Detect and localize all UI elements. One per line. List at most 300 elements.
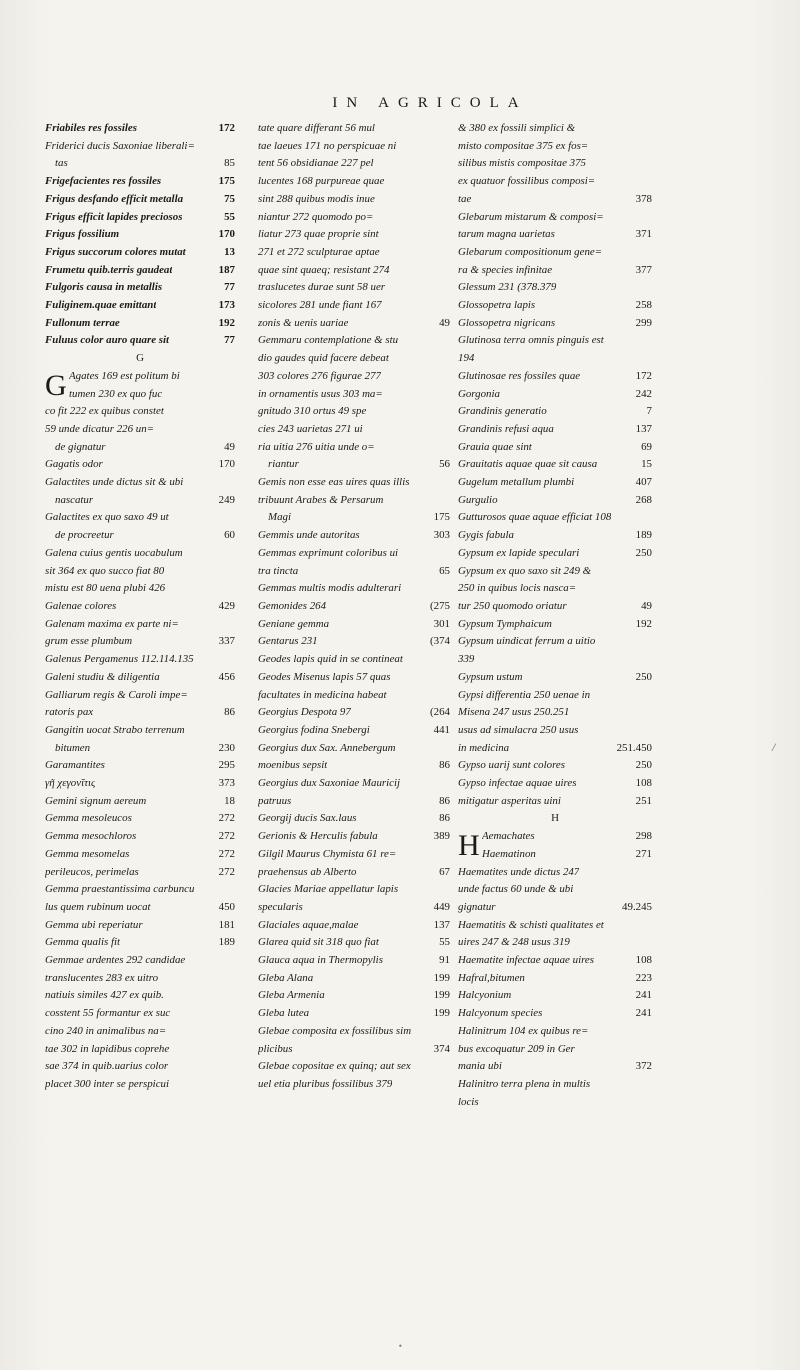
entry-text: Gypsum ex quo saxo sit 249 &	[458, 564, 592, 577]
entry-text: grum esse plumbum	[45, 635, 133, 648]
entry-page-number: 7	[646, 405, 652, 418]
index-entry	[45, 881, 235, 899]
index-entry	[458, 350, 652, 368]
index-entry	[258, 120, 450, 138]
entry-text: ria uitia 276 uitia unde o=	[258, 440, 375, 453]
entry-page-number: 49	[641, 599, 652, 612]
index-entry	[45, 386, 235, 404]
index-entry	[258, 226, 450, 244]
entry-text: in ornamentis usus 303 ma=	[258, 387, 383, 400]
index-entry	[258, 315, 450, 333]
entry-text: placet 300 inter se perspicui	[45, 1077, 170, 1090]
entry-page-number	[446, 191, 450, 209]
index-entry	[258, 403, 450, 421]
index-entry	[458, 917, 652, 935]
entry-text: Glarea quid sit 318 quo fiat	[258, 936, 379, 949]
entry-text: ra & species infinitae	[458, 263, 553, 276]
index-entry	[458, 952, 652, 970]
entry-text: Halinitro terra plena in multis	[458, 1077, 591, 1090]
entry-page-number	[648, 350, 652, 368]
entry-page-number: 85	[224, 157, 235, 170]
entry-page-number	[231, 421, 235, 439]
entry-text: Glossopetra lapis	[458, 299, 536, 312]
index-entry	[258, 917, 450, 935]
entry-page-number: 172	[218, 122, 235, 134]
index-entry	[258, 616, 450, 634]
entry-text: tur 250 quomodo oriatur	[458, 599, 567, 612]
entry-page-number	[231, 1041, 235, 1059]
index-entry	[258, 350, 450, 368]
entry-page-number	[446, 120, 450, 138]
entry-page-number	[648, 509, 652, 527]
index-entry	[45, 262, 235, 280]
index-entry	[258, 332, 450, 350]
index-entry	[458, 173, 652, 191]
entry-page-number	[231, 651, 235, 669]
entry-page-number: 49.245	[622, 900, 652, 913]
index-entry	[258, 1041, 450, 1059]
entry-text: Gemini signum aereum	[45, 794, 147, 807]
entry-page-number: 86	[439, 794, 450, 807]
entry-page-number	[648, 563, 652, 581]
index-entry	[45, 492, 235, 510]
entry-page-number	[231, 368, 235, 386]
entry-page-number	[231, 386, 235, 404]
entry-page-number: 241	[635, 989, 652, 1002]
index-entry	[258, 580, 450, 598]
index-entry	[258, 191, 450, 209]
index-entry	[258, 1005, 450, 1023]
entry-page-number	[231, 952, 235, 970]
entry-text: Galenus Pergamenus 112.114.135	[45, 653, 194, 666]
entry-page-number	[446, 545, 450, 563]
entry-text: Grauitatis aquae quae sit causa	[458, 458, 598, 471]
entry-text: Gutturosos quae aquae efficiat 108	[458, 511, 612, 524]
entry-page-number	[231, 580, 235, 598]
index-entry	[45, 793, 235, 811]
index-entry	[458, 456, 652, 474]
index-entry	[45, 173, 235, 191]
entry-page-number	[446, 138, 450, 156]
entry-text: Gangitin uocat Strabo terrenum	[45, 723, 185, 736]
entry-text: Gypsum uindicat ferrum a uitio	[458, 635, 596, 648]
entry-page-number	[231, 616, 235, 634]
entry-page-number	[446, 226, 450, 244]
entry-text: Glutinosae res fossiles quae	[458, 369, 581, 382]
entry-text: Glebarum mistarum & composi=	[458, 210, 604, 223]
index-entry	[458, 616, 652, 634]
dropcap-h: H	[458, 829, 480, 863]
entry-page-number	[231, 987, 235, 1005]
entry-text: Gypsi differentia 250 uenae in	[458, 688, 591, 701]
entry-page-number	[648, 651, 652, 669]
entry-text: Glebarum compositionum gene=	[458, 245, 603, 258]
entry-text: Agates 169 est politum bi	[69, 369, 180, 382]
entry-page-number: 175	[433, 511, 450, 524]
index-entry	[45, 332, 235, 350]
index-entry	[458, 1005, 652, 1023]
entry-text: 303 colores 276 figurae 277	[258, 369, 382, 382]
entry-page-number: 181	[218, 918, 235, 931]
entry-text: Gugelum metallum plumbi	[458, 476, 575, 489]
index-entry	[258, 633, 450, 651]
entry-page-number	[446, 669, 450, 687]
entry-text: Gemma ubi reperiatur	[45, 918, 143, 931]
index-entry	[258, 386, 450, 404]
entry-page-number: 272	[218, 830, 235, 843]
entry-text: traslucetes durae sunt 58 uer	[258, 281, 386, 294]
entry-text: Gilgil Maurus Chymista 61 re=	[258, 847, 397, 860]
index-entry	[258, 704, 450, 722]
entry-text: Glebae composita ex fossilibus sim	[258, 1024, 412, 1037]
entry-page-number: 86	[439, 759, 450, 772]
index-entry	[258, 651, 450, 669]
entry-page-number: 242	[635, 387, 652, 400]
index-entry	[45, 810, 235, 828]
index-entry	[458, 722, 652, 740]
entry-page-number	[231, 970, 235, 988]
index-entry	[45, 120, 235, 138]
index-entry	[258, 509, 450, 527]
entry-page-number: 337	[218, 635, 235, 648]
entry-page-number	[231, 403, 235, 421]
index-entry	[258, 545, 450, 563]
entry-text: Galenae colores	[45, 599, 117, 612]
entry-page-number: 407	[635, 476, 652, 489]
entry-text: tas	[55, 157, 68, 170]
entry-page-number: 13	[224, 245, 235, 258]
entry-text: mistu est 80 uena plubi 426	[45, 582, 166, 595]
entry-page-number	[446, 740, 450, 758]
index-entry	[45, 456, 235, 474]
entry-text: zonis & uenis uariae	[258, 316, 349, 329]
entry-text: translucentes 283 ex uitro	[45, 971, 159, 984]
entry-page-number: 199	[433, 1007, 450, 1020]
index-entry	[458, 704, 652, 722]
entry-page-number	[648, 332, 652, 350]
entry-page-number: 268	[635, 493, 652, 506]
entries-f	[45, 120, 235, 350]
index-entry	[458, 439, 652, 457]
entry-page-number: 86	[439, 812, 450, 825]
entry-text: misto compositae 375 ex fos=	[458, 139, 589, 152]
index-entry	[45, 368, 235, 386]
entry-text: Gleba Alana	[258, 971, 314, 984]
index-entry	[45, 775, 235, 793]
index-entry	[458, 492, 652, 510]
entry-text: Misena 247 usus 250.251	[458, 706, 570, 719]
index-entry	[458, 775, 652, 793]
entry-page-number: 272	[218, 865, 235, 878]
entry-text: Geodes lapis quid in se contineat	[258, 653, 403, 666]
entry-text: Gemmis unde autoritas	[258, 529, 360, 542]
entry-page-number	[648, 864, 652, 882]
entry-text: Magi	[268, 511, 291, 524]
index-entry	[458, 934, 652, 952]
index-entry	[45, 1023, 235, 1041]
entry-page-number	[446, 651, 450, 669]
index-entry	[458, 687, 652, 705]
entry-page-number: 271	[635, 847, 652, 860]
entry-text: Glacies Mariae appellatur lapis	[258, 883, 399, 896]
entry-text: Galactites ex quo saxo 49 ut	[45, 511, 169, 524]
entry-page-number: 77	[224, 334, 235, 347]
index-entry	[258, 828, 450, 846]
entry-text: Georgij ducis Sax.laus	[258, 812, 357, 825]
entry-text: Gemonides 264	[258, 599, 327, 612]
entry-page-number	[446, 403, 450, 421]
entry-page-number	[446, 846, 450, 864]
entry-page-number	[446, 279, 450, 297]
entry-text: plicibus	[258, 1042, 293, 1055]
entry-page-number: 86	[224, 706, 235, 719]
entry-page-number: 249	[218, 493, 235, 506]
index-entry	[458, 403, 652, 421]
index-entry	[458, 757, 652, 775]
entry-page-number: 55	[224, 210, 235, 223]
index-entry	[45, 439, 235, 457]
entry-text: Galactites unde dictus sit & ubi	[45, 476, 184, 489]
entry-text: Gypsum Tymphaicum	[458, 617, 552, 630]
entry-text: Frigus efficit lapides preciosos	[45, 210, 183, 223]
entry-page-number: 170	[218, 458, 235, 471]
footer-mark: •	[398, 1342, 403, 1351]
entry-page-number	[446, 1076, 450, 1094]
index-entry	[258, 793, 450, 811]
entry-page-number: 450	[218, 900, 235, 913]
entry-text: Haematitis & schisti qualitates et	[458, 918, 604, 931]
index-entry	[258, 368, 450, 386]
entry-text: co fit 222 ex quibus constet	[45, 405, 164, 418]
index-entry	[258, 155, 450, 173]
entry-text: natiuis similes 427 ex quib.	[45, 989, 164, 1002]
index-entry	[258, 262, 450, 280]
index-entry	[45, 864, 235, 882]
index-entry	[258, 474, 450, 492]
entry-text: Frigus fossilium	[45, 228, 120, 241]
entry-text: gignatur	[458, 900, 496, 913]
index-entry	[258, 1023, 450, 1041]
entry-text: Gemma qualis fit	[45, 936, 121, 949]
entry-text: Gypsum ex lapide speculari	[458, 546, 580, 559]
index-entry	[458, 262, 652, 280]
entry-text: Gentarus 231	[258, 635, 318, 648]
entry-page-number	[446, 155, 450, 173]
entry-page-number	[446, 262, 450, 280]
entry-page-number: 189	[218, 936, 235, 949]
entry-page-number: 251	[635, 794, 652, 807]
index-entry	[458, 155, 652, 173]
entry-page-number	[648, 881, 652, 899]
entry-page-number: 69	[641, 440, 652, 453]
entry-page-number	[446, 368, 450, 386]
index-entry	[45, 403, 235, 421]
index-entry	[45, 917, 235, 935]
index-entry	[458, 864, 652, 882]
entry-text: specularis	[258, 900, 303, 913]
entry-page-number: 301	[433, 617, 450, 630]
index-entry	[45, 297, 235, 315]
entry-page-number	[446, 421, 450, 439]
index-entry	[258, 527, 450, 545]
entry-page-number: 272	[218, 812, 235, 825]
index-entry	[45, 421, 235, 439]
index-entry	[45, 1076, 235, 1094]
entry-text: Frumetu quib.terris gaudeat	[45, 263, 173, 276]
entry-text: Friabiles res fossiles	[45, 122, 137, 134]
entry-text: lucentes 168 purpureae quae	[258, 175, 385, 188]
entry-text: 271 et 272 sculpturae aptae	[258, 245, 380, 258]
dropcap-g: G	[45, 368, 67, 402]
entry-page-number: 429	[218, 599, 235, 612]
index-entry	[45, 757, 235, 775]
entry-text: Glauca aqua in Thermopylis	[258, 954, 383, 967]
entry-text: Gemmaru contemplatione & stu	[258, 334, 399, 347]
entry-page-number: 377	[635, 263, 652, 276]
index-entry	[45, 191, 235, 209]
index-entry	[458, 279, 652, 297]
index-entry	[258, 563, 450, 581]
index-entry	[45, 527, 235, 545]
entry-page-number: 251.450	[616, 741, 652, 754]
entry-page-number: 108	[635, 954, 652, 967]
index-entry	[458, 474, 652, 492]
dropcap-block-h	[458, 828, 652, 863]
entry-text: uel etia pluribus fossilibus 379	[258, 1077, 393, 1090]
entry-text: mania ubi	[458, 1060, 502, 1073]
index-entry	[458, 368, 652, 386]
entry-text: tribuunt Arabes & Persarum	[258, 493, 384, 506]
entry-page-number: 75	[224, 192, 235, 205]
entry-text: riantur	[268, 458, 299, 471]
entry-text: Galenam maxima ex parte ni=	[45, 617, 179, 630]
entry-page-number	[446, 492, 450, 510]
index-entry	[45, 1005, 235, 1023]
entry-text: locis	[458, 1095, 479, 1108]
entry-text: Gemmas exprimunt coloribus ui	[258, 546, 399, 559]
entry-page-number: 192	[635, 617, 652, 630]
entry-text: Hafral,bitumen	[458, 971, 525, 984]
index-entry	[258, 209, 450, 227]
entry-page-number: 187	[218, 263, 235, 276]
entry-text: Fullonum terrae	[45, 316, 120, 329]
entries-g	[45, 403, 235, 1093]
entry-page-number	[648, 580, 652, 598]
index-entry	[258, 173, 450, 191]
index-entry	[258, 138, 450, 156]
entry-text: tae	[458, 192, 472, 205]
entry-page-number: (374	[430, 635, 450, 648]
index-entry	[258, 934, 450, 952]
entry-text: sint 288 quibus modis inue	[258, 192, 375, 205]
entry-text: Georgius dux Sax. Annebergum	[258, 741, 396, 754]
entry-page-number	[231, 138, 235, 156]
entry-text: sae 374 in quib.uarius color	[45, 1060, 169, 1073]
entry-text: Frigefacientes res fossiles	[45, 175, 162, 188]
index-entry	[45, 704, 235, 722]
entry-page-number: 449	[433, 900, 450, 913]
entry-page-number: 173	[218, 299, 235, 312]
entry-page-number: 456	[218, 670, 235, 683]
entry-page-number	[648, 722, 652, 740]
entry-text: Garamantites	[45, 759, 105, 772]
entry-page-number	[648, 633, 652, 651]
entry-page-number	[231, 509, 235, 527]
entry-page-number: 67	[439, 865, 450, 878]
entry-text: Gorgonia	[458, 387, 500, 400]
entry-page-number	[446, 775, 450, 793]
index-entry	[45, 633, 235, 651]
dropcap-lines	[458, 828, 652, 863]
entry-page-number: 60	[224, 529, 235, 542]
entry-page-number: 175	[218, 175, 235, 188]
dropcap-block-g	[45, 368, 235, 403]
entry-text: cies 243 uarietas 271 ui	[258, 422, 363, 435]
entry-text: Fulgoris causa in metallis	[45, 281, 163, 294]
entry-text: Gurgulio	[458, 493, 498, 506]
entry-page-number: 137	[433, 918, 450, 931]
entry-text: Gypso infectae aquae uires	[458, 777, 577, 790]
entry-page-number	[231, 1076, 235, 1094]
index-entry	[458, 1058, 652, 1076]
entry-text: facultates in medicina habeat	[258, 688, 387, 701]
index-entry	[45, 1041, 235, 1059]
index-entry	[458, 651, 652, 669]
entry-page-number	[446, 350, 450, 368]
index-entry	[45, 687, 235, 705]
entry-text: Gerionis & Herculis fabula	[258, 830, 378, 843]
entry-text: niantur 272 quomodo po=	[258, 210, 374, 223]
entry-text: tae 302 in lapidibus coprehe	[45, 1042, 170, 1055]
entry-page-number: 378	[635, 192, 652, 205]
entry-text: Halcyonum species	[458, 1007, 543, 1020]
index-entry	[458, 1041, 652, 1059]
index-entry	[258, 722, 450, 740]
margin-note: /	[772, 740, 776, 754]
entry-text: Glossopetra nigricans	[458, 316, 556, 329]
entry-page-number	[648, 687, 652, 705]
entry-text: Gygis fabula	[458, 529, 514, 542]
entry-page-number: 223	[635, 971, 652, 984]
entry-page-number	[446, 209, 450, 227]
entry-page-number	[648, 120, 652, 138]
entry-page-number: 272	[218, 847, 235, 860]
entry-text: Gypso uarij sunt colores	[458, 759, 565, 772]
entry-text: quae sint quaeq; resistant 274	[258, 263, 390, 276]
entry-text: unde factus 60 unde & ubi	[458, 883, 574, 896]
entry-page-number	[446, 1058, 450, 1076]
entry-text: Galeni studiu & diligentia	[45, 670, 160, 683]
entry-text: Glebae copositae ex quinq; aut sex	[258, 1060, 411, 1073]
index-entry	[258, 970, 450, 988]
entry-text: Fuliginem.quae emittant	[45, 299, 157, 312]
index-entry	[258, 439, 450, 457]
index-entry	[458, 226, 652, 244]
entry-text: Georgius dux Saxoniae Mauricij	[258, 777, 401, 790]
entry-page-number: 49	[439, 316, 450, 329]
entry-page-number	[446, 580, 450, 598]
entry-page-number: (264	[430, 706, 450, 719]
index-entry	[45, 545, 235, 563]
entry-page-number	[231, 687, 235, 705]
entry-text: Glessum 231 (378.379	[458, 281, 557, 294]
entry-text: Haematite infectae aquae uires	[458, 954, 594, 967]
entry-page-number: 49	[224, 440, 235, 453]
entry-text: Galena cuius gentis uocabulum	[45, 546, 183, 559]
entry-text: nascatur	[55, 493, 94, 506]
entry-page-number	[648, 1076, 652, 1094]
index-entry	[258, 740, 450, 758]
